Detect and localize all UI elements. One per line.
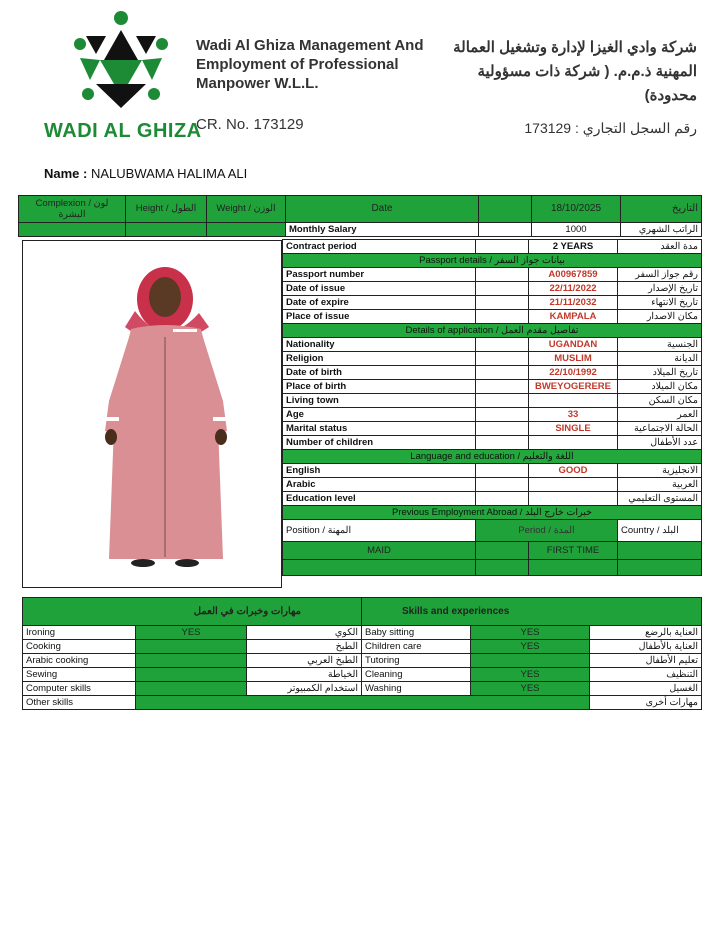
cleaning-ar: التنظيف (590, 668, 702, 682)
skills-row (23, 696, 702, 710)
number-of-children-ar: عدد الأطفال (618, 436, 702, 450)
arabic-cooking-ar: الطبخ العربي (247, 654, 362, 668)
living-town-label: Living town (283, 394, 476, 408)
date-of-expire-value: 21/11/2032 (529, 296, 618, 310)
passport-number-ar: رقم جواز السفر (618, 268, 702, 282)
application-row (283, 338, 702, 352)
sewing-ar: الخياطة (247, 668, 362, 682)
other-skills-label: Other skills (23, 696, 136, 710)
nationality-label: Nationality (283, 338, 476, 352)
religion-ar: الديانة (618, 352, 702, 366)
age-label: Age (283, 408, 476, 422)
nationality-ar: الجنسية (618, 338, 702, 352)
country-label: Country / البلد (618, 520, 702, 542)
period-label: Period / المدة (476, 520, 618, 542)
complexion-label: Complexion / لون البشرة (19, 196, 126, 223)
monthly-salary-spacer (479, 223, 532, 237)
passport-row (283, 282, 702, 296)
passport-number-label: Passport number (283, 268, 476, 282)
monthly-salary-value: 1000 (532, 223, 621, 237)
baby-sitting-ar: العناية بالرضع (590, 626, 702, 640)
application-row (283, 408, 702, 422)
religion-label: Religion (283, 352, 476, 366)
blank-cell (618, 560, 702, 576)
cleaning-label: Cleaning (362, 668, 471, 682)
skills-row (23, 682, 702, 696)
weight-label: Weight / الوزن (207, 196, 286, 223)
place-of-issue-ar: مكان الاصدار (618, 310, 702, 324)
date-of-issue-value: 22/11/2022 (529, 282, 618, 296)
blank-cell (283, 560, 476, 576)
logo-text: WADI AL GHIZA (44, 120, 202, 142)
period-value: FIRST TIME (529, 542, 618, 560)
skills-row (23, 668, 702, 682)
company-name-en-line2: Employment of Professional (196, 56, 399, 73)
cleaning-value: YES (471, 668, 590, 682)
date-spacer (479, 196, 532, 223)
children-care-label: Children care (362, 640, 471, 654)
marital-status-label: Marital status (283, 422, 476, 436)
monthly-salary-ar: الراتب الشهري (621, 223, 702, 237)
english-label: English (283, 464, 476, 478)
computer-skills-label: Computer skills (23, 682, 136, 696)
cooking-label: Cooking (23, 640, 136, 654)
washing-ar: الغسيل (590, 682, 702, 696)
passport-row (283, 268, 702, 282)
company-cr-ar: رقم السجل التجاري : 173129 (524, 120, 697, 136)
age-value: 33 (529, 408, 618, 422)
application-row (283, 422, 702, 436)
language-section-title: Language and education / اللغة والتعليم (283, 450, 702, 464)
english-ar: الانجليزية (618, 464, 702, 478)
ironing-label: Ironing (23, 626, 136, 640)
employment-section-title: Previous Employment Abroad / خبرات خارج البلد (283, 506, 702, 520)
company-name-en (196, 36, 436, 93)
weight-value (207, 223, 286, 237)
application-section-title: Details of application / تفاصيل مقدم العمل (283, 324, 702, 338)
position-value: MAID (283, 542, 476, 560)
arabic-ar: العربية (618, 478, 702, 492)
passport-row (283, 310, 702, 324)
date-of-expire-ar: تاريخ الانتهاء (618, 296, 702, 310)
sewing-label: Sewing (23, 668, 136, 682)
children-care-ar: العناية بالأطفال (590, 640, 702, 654)
date-label: Date (286, 196, 479, 223)
number-of-children-value (529, 436, 618, 450)
tutoring-ar: تعليم الأطفال (590, 654, 702, 668)
application-row (283, 352, 702, 366)
living-town-ar: مكان السكن (618, 394, 702, 408)
ironing-value: YES (136, 626, 247, 640)
cooking-ar: الطبخ (247, 640, 362, 654)
religion-value: MUSLIM (529, 352, 618, 366)
language-row (283, 464, 702, 478)
application-row (283, 394, 702, 408)
place-of-birth-value: BWEYOGERERE (529, 380, 618, 394)
skills-row (23, 640, 702, 654)
date-ar-label: التاريخ (621, 196, 702, 223)
washing-value: YES (471, 682, 590, 696)
company-cr-en: CR. No. 173129 (196, 116, 304, 133)
number-of-children-label: Number of children (283, 436, 476, 450)
baby-sitting-label: Baby sitting (362, 626, 471, 640)
height-label: Height / الطول (126, 196, 207, 223)
company-name-en-line3: Manpower W.L.L. (196, 75, 319, 92)
children-care-value: YES (471, 640, 590, 654)
nationality-value: UGANDAN (529, 338, 618, 352)
passport-row (283, 296, 702, 310)
skills-row (23, 654, 702, 668)
computer-skills-ar: استخدام الكمبيوتر (247, 682, 362, 696)
candidate-name-label: Name : (44, 166, 88, 181)
arabic-cooking-label: Arabic cooking (23, 654, 136, 668)
education-level-ar: المستوى التعليمي (618, 492, 702, 506)
marital-status-ar: الحالة الاجتماعية (618, 422, 702, 436)
ironing-ar: الكوي (247, 626, 362, 640)
company-name-ar-line1: شركة وادي الغيزا لإدارة وتشغيل العمالة (453, 39, 697, 56)
skills-title-en: Skills and experiences (362, 598, 702, 626)
passport-section-title: Passport details / بيانات جواز السفر (283, 254, 702, 268)
arabic-cooking-value (136, 654, 247, 668)
computer-skills-value (136, 682, 247, 696)
candidate-photo (22, 240, 282, 588)
living-town-value (529, 394, 618, 408)
date-of-birth-ar: تاريخ الميلاد (618, 366, 702, 380)
skills-row (23, 626, 702, 640)
tutoring-label: Tutoring (362, 654, 471, 668)
skills-table (22, 597, 702, 710)
company-name-ar-line2: المهنية ذ.م.م. ( شركة ذات مسؤولية (477, 63, 697, 80)
complexion-value (19, 223, 126, 237)
contract-period-spacer (476, 240, 529, 254)
contract-period-value: 2 YEARS (529, 240, 618, 254)
candidate-name-row (44, 166, 247, 181)
place-of-birth-label: Place of birth (283, 380, 476, 394)
date-of-birth-value: 22/10/1992 (529, 366, 618, 380)
company-name-ar (447, 36, 697, 108)
company-logo (66, 8, 176, 118)
company-name-en-line1: Wadi Al Ghiza Management And (196, 37, 424, 54)
english-value: GOOD (529, 464, 618, 478)
date-value: 18/10/2025 (532, 196, 621, 223)
date-of-birth-label: Date of birth (283, 366, 476, 380)
top-info-table (18, 195, 702, 237)
sewing-value (136, 668, 247, 682)
company-name-ar-line3: محدودة) (644, 87, 697, 104)
period-spacer (476, 542, 529, 560)
blank-cell (476, 560, 529, 576)
contract-period-label: Contract period (283, 240, 476, 254)
education-level-label: Education level (283, 492, 476, 506)
arabic-label: Arabic (283, 478, 476, 492)
application-row (283, 436, 702, 450)
application-row (283, 366, 702, 380)
details-table (282, 239, 702, 576)
contract-period-ar: مدة العقد (618, 240, 702, 254)
arabic-value (529, 478, 618, 492)
other-skills-value (136, 696, 590, 710)
language-row (283, 492, 702, 506)
washing-label: Washing (362, 682, 471, 696)
place-of-birth-ar: مكان الميلاد (618, 380, 702, 394)
passport-number-value: A00967859 (529, 268, 618, 282)
monthly-salary-label: Monthly Salary (286, 223, 479, 237)
candidate-name: NALUBWAMA HALIMA ALI (90, 166, 248, 181)
date-of-issue-label: Date of issue (283, 282, 476, 296)
application-row (283, 380, 702, 394)
height-value (126, 223, 207, 237)
language-row (283, 478, 702, 492)
cooking-value (136, 640, 247, 654)
position-label: Position / المهنة (283, 520, 476, 542)
date-of-issue-ar: تاريخ الإصدار (618, 282, 702, 296)
other-skills-ar: مهارات أخرى (590, 696, 702, 710)
place-of-issue-label: Place of issue (283, 310, 476, 324)
education-level-value (529, 492, 618, 506)
date-of-expire-label: Date of expire (283, 296, 476, 310)
place-of-issue-value: KAMPALA (529, 310, 618, 324)
marital-status-value: SINGLE (529, 422, 618, 436)
blank-cell (529, 560, 618, 576)
tutoring-value (471, 654, 590, 668)
skills-title-ar: مهارات وخبرات في العمل (23, 598, 362, 626)
age-ar: العمر (618, 408, 702, 422)
baby-sitting-value: YES (471, 626, 590, 640)
country-value (618, 542, 702, 560)
